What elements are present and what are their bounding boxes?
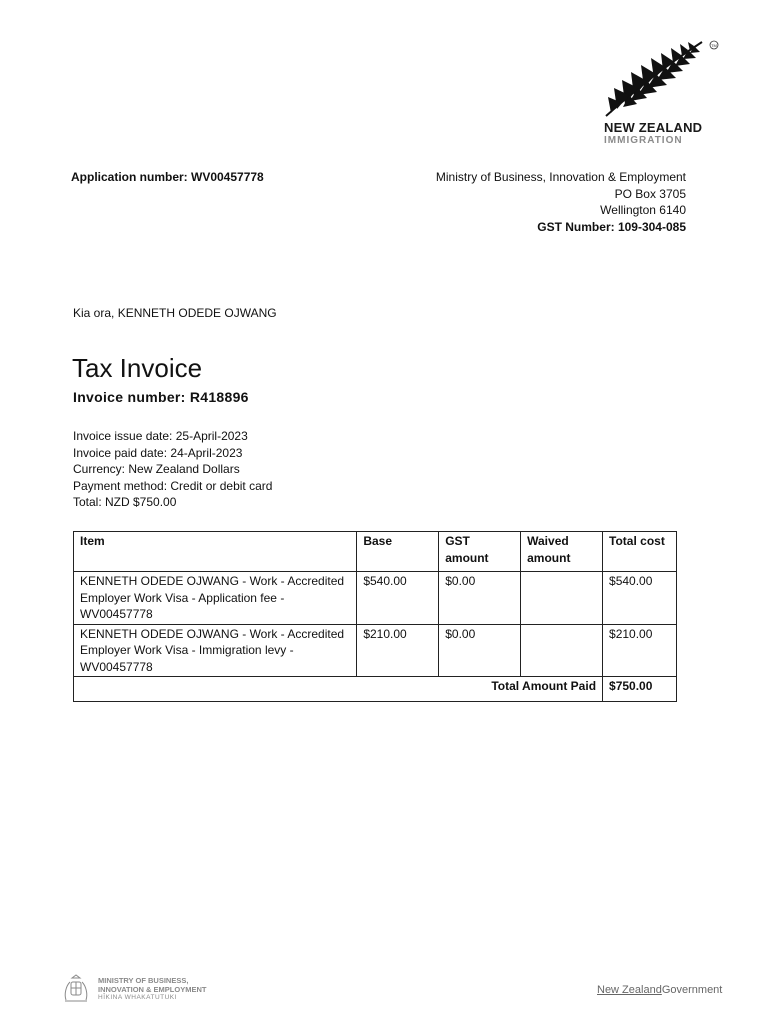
gst-number: GST Number: 109-304-085 xyxy=(537,219,686,234)
brand-line-1: NEW ZEALAND xyxy=(604,120,703,135)
invoice-items-table xyxy=(73,531,677,702)
item-gst: $0.00 xyxy=(439,624,521,677)
invoice-total: Total: NZD $750.00 xyxy=(73,495,177,509)
city: Wellington 6140 xyxy=(600,203,686,217)
invoice-details xyxy=(73,428,272,511)
application-number: Application number: WV00457778 xyxy=(71,170,264,184)
greeting: Kia ora, KENNETH ODEDE OJWANG xyxy=(73,306,277,320)
page-title: Tax Invoice xyxy=(72,353,203,383)
column-header-base: Base xyxy=(357,532,439,572)
item-waived xyxy=(521,624,603,677)
mbie-line-3: HĪKINA WHAKATUTUKI xyxy=(98,994,177,1001)
column-header-gst: GST amount xyxy=(439,532,521,572)
ministry-address xyxy=(366,169,686,235)
table-row xyxy=(74,572,677,625)
nz-coat-of-arms-icon xyxy=(60,974,92,1004)
issue-date: Invoice issue date: 25-April-2023 xyxy=(73,429,248,443)
currency: Currency: New Zealand Dollars xyxy=(73,462,240,476)
mbie-line-1: MINISTRY OF BUSINESS, xyxy=(98,976,189,985)
column-header-item: Item xyxy=(74,532,357,572)
govt-wordmark-part-2: Government xyxy=(661,984,723,996)
item-waived xyxy=(521,572,603,625)
nz-government-wordmark xyxy=(597,984,722,996)
org-name: Ministry of Business, Innovation & Employment xyxy=(435,170,686,184)
column-header-total: Total cost xyxy=(603,532,677,572)
po-box: PO Box 3705 xyxy=(614,186,686,201)
table-row xyxy=(74,624,677,677)
mbie-line-2: INNOVATION & EMPLOYMENT xyxy=(98,984,207,994)
payment-method: Payment method: Credit or debit card xyxy=(73,478,273,493)
total-row xyxy=(74,677,677,702)
item-description: KENNETH ODEDE OJWANG - Work - Accredited Employer Work Visa - Immigration levy - WV00457778 xyxy=(74,624,357,677)
silver-fern-icon xyxy=(602,38,712,118)
item-base: $210.00 xyxy=(357,624,439,677)
trademark-icon xyxy=(709,40,719,50)
item-total: $540.00 xyxy=(603,572,677,625)
govt-wordmark-part-1: New Zealand xyxy=(597,984,662,996)
item-base: $540.00 xyxy=(357,572,439,625)
invoice-number: Invoice number: R418896 xyxy=(73,389,249,405)
item-description: KENNETH ODEDE OJWANG - Work - Accredited Employer Work Visa - Application fee - WV00457778 xyxy=(74,572,357,625)
total-amount-value: $750.00 xyxy=(603,677,677,702)
paid-date: Invoice paid date: 24-April-2023 xyxy=(73,445,243,460)
brand-line-2: IMMIGRATION xyxy=(604,135,683,146)
column-header-waived: Waived amount xyxy=(521,532,603,572)
table-header-row xyxy=(74,532,677,572)
svg-text:TM: TM xyxy=(711,42,717,48)
item-total: $210.00 xyxy=(603,624,677,677)
total-amount-label: Total Amount Paid xyxy=(74,677,603,702)
item-gst: $0.00 xyxy=(439,572,521,625)
